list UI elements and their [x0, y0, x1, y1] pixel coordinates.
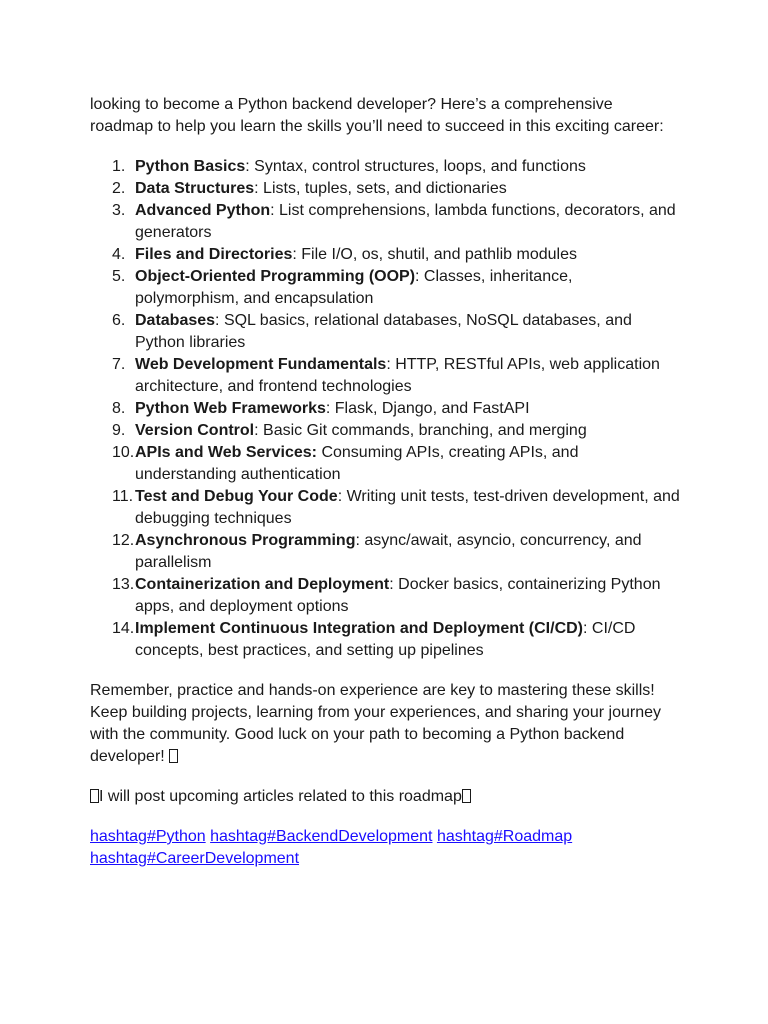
list-item: [90, 486, 680, 530]
list-item-description: Consuming APIs, creating APIs, and understanding authentication: [135, 444, 579, 483]
roadmap-list: [90, 156, 680, 662]
list-item: [90, 310, 680, 354]
hashtag-link-career-development[interactable]: hashtag#CareerDevelopment: [90, 850, 300, 867]
list-item-number: 1.: [112, 158, 126, 175]
list-item-number: 2.: [112, 180, 126, 197]
list-item-number: 14.: [112, 620, 135, 637]
list-item-title: Test and Debug Your Code: [135, 488, 338, 505]
list-item: [90, 156, 680, 178]
list-item: [90, 200, 680, 244]
list-item-description: : Writing unit tests, test-driven development, and debugging techniques: [135, 488, 680, 527]
list-item-title: Data Structures: [135, 180, 255, 197]
list-item-description: : CI/CD concepts, best practices, and setting up pipelines: [135, 620, 636, 659]
closing-paragraph: [90, 680, 680, 768]
list-item-number: 10.: [112, 444, 135, 461]
list-item-title: APIs and Web Services:: [135, 444, 317, 461]
tofu-box-icon: [169, 749, 178, 763]
list-item-description: : Docker basics, containerizing Python apps, and deployment options: [135, 576, 661, 615]
list-item-number: 11.: [112, 488, 134, 505]
tofu-box-icon: [90, 789, 99, 803]
list-item-title: Containerization and Deployment: [135, 576, 390, 593]
list-item: [90, 244, 680, 266]
list-item-description: : Classes, inheritance, polymorphism, and encapsulation: [135, 268, 573, 307]
note-paragraph: [90, 786, 680, 808]
document-body: [90, 94, 680, 870]
note-text: I will post upcoming articles related to this roadmap: [99, 788, 462, 805]
list-item: [90, 618, 680, 662]
tofu-box-icon: [462, 789, 471, 803]
intro-paragraph: looking to become a Python backend developer? Here’s a comprehensive roadmap to help you learn the skills you’ll need to succeed in this exciting career:: [90, 96, 664, 135]
hashtag-link-python[interactable]: hashtag#Python: [90, 828, 206, 845]
closing-text: Remember, practice and hands-on experience are key to mastering these skills! Keep building projects, learning from your experiences, and sharing your journey with the community. Good luck on your path to becoming a Python backend developer!: [90, 682, 661, 765]
list-item-title: Version Control: [135, 422, 255, 439]
list-item: [90, 398, 680, 420]
list-item: [90, 442, 680, 486]
list-item: [90, 266, 680, 310]
list-item-number: 6.: [112, 312, 126, 329]
list-item-title: Python Basics: [135, 158, 246, 175]
list-item: [90, 420, 680, 442]
list-item-description: : HTTP, RESTful APIs, web application architecture, and frontend technologies: [135, 356, 660, 395]
list-item-number: 8.: [112, 400, 126, 417]
list-item-description: : SQL basics, relational databases, NoSQL databases, and Python libraries: [135, 312, 632, 351]
list-item: [90, 574, 680, 618]
list-item-description: : List comprehensions, lambda functions, decorators, and generators: [135, 202, 676, 241]
list-item-title: Python Web Frameworks: [135, 400, 326, 417]
list-item-number: 12.: [112, 532, 135, 549]
list-item-title: Object-Oriented Programming (OOP): [135, 268, 416, 285]
list-item-title: Databases: [135, 312, 216, 329]
list-item-description: : async/await, asyncio, concurrency, and parallelism: [135, 532, 642, 571]
list-item-title: Asynchronous Programming: [135, 532, 356, 549]
list-item-description: : Syntax, control structures, loops, and functions: [245, 158, 586, 175]
list-item-description: : Lists, tuples, sets, and dictionaries: [254, 180, 507, 197]
list-item-number: 9.: [112, 422, 126, 439]
list-item-description: : Basic Git commands, branching, and merging: [254, 422, 587, 439]
list-item: [90, 354, 680, 398]
hashtag-list: [90, 826, 680, 870]
list-item-title: Web Development Fundamentals: [135, 356, 387, 373]
list-item-number: 5.: [112, 268, 126, 285]
list-item-description: : File I/O, os, shutil, and pathlib modules: [292, 246, 577, 263]
list-item-description: : Flask, Django, and FastAPI: [325, 400, 530, 417]
list-item: [90, 530, 680, 574]
hashtag-link-roadmap[interactable]: hashtag#Roadmap: [436, 828, 573, 845]
hashtag-link-backend-development[interactable]: hashtag#BackendDevelopment: [210, 828, 433, 845]
list-item-number: 3.: [112, 202, 126, 219]
list-item: [90, 178, 680, 200]
list-item-number: 13.: [112, 576, 135, 593]
list-item-title: Files and Directories: [135, 246, 293, 263]
list-item-title: Implement Continuous Integration and Deployment (CI/CD): [135, 620, 583, 637]
list-item-title: Advanced Python: [135, 202, 271, 219]
list-item-number: 7.: [112, 356, 126, 373]
list-item-number: 4.: [112, 246, 126, 263]
